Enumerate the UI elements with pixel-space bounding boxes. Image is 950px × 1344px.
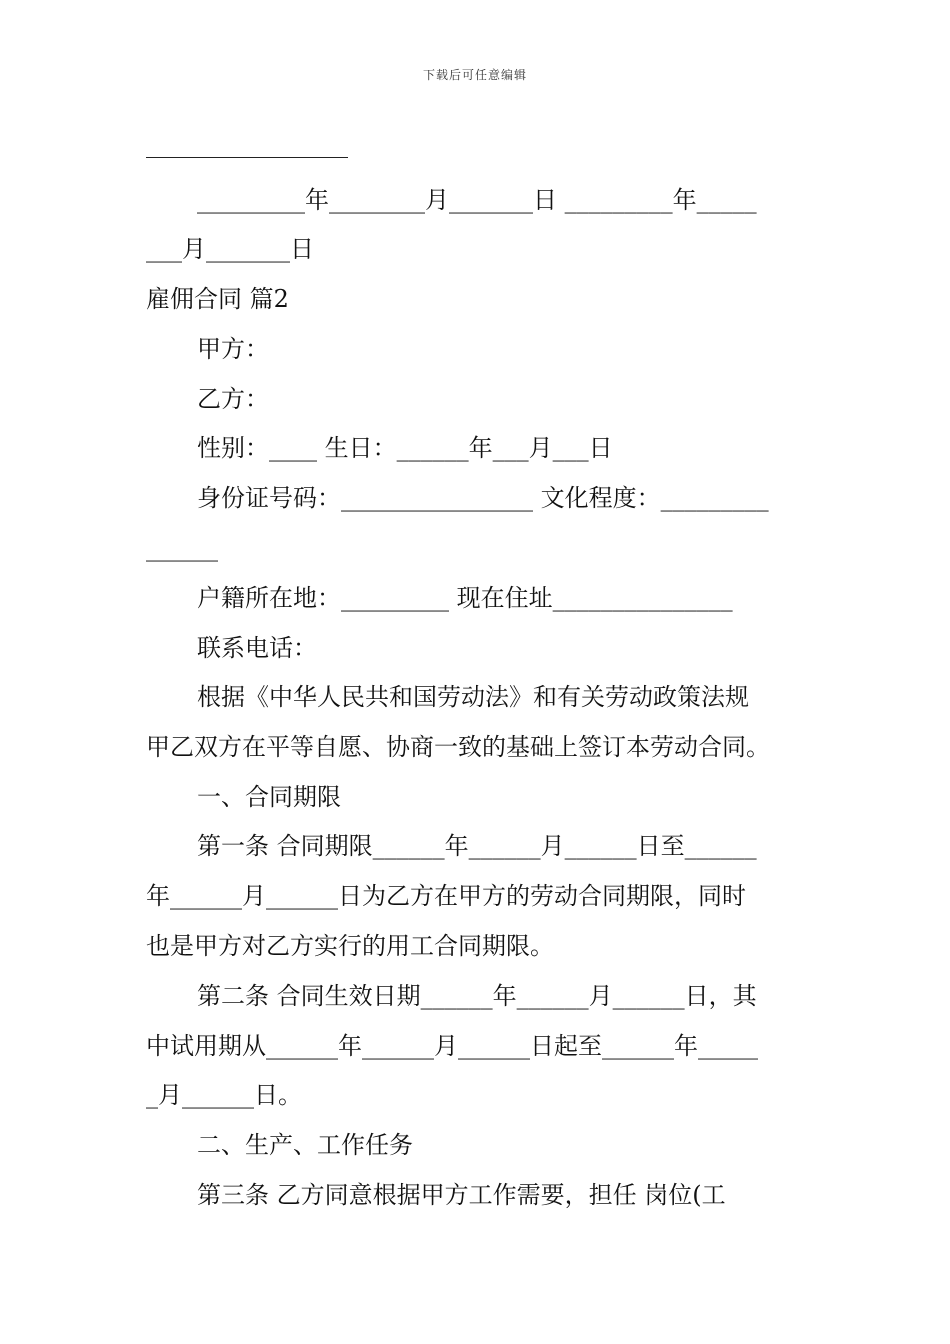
signature-date-line-continued: ___月_______日 <box>146 235 314 263</box>
signature-blank-line <box>146 157 348 158</box>
section-heading-term: 一、合同期限 <box>197 783 341 811</box>
id-education-line-continued: ______ <box>146 534 218 562</box>
article-1-line-1: 第一条 合同期限______年______月______日至______ <box>197 832 757 860</box>
article-2-line-1: 第二条 合同生效日期______年______月______日，其 <box>197 982 757 1010</box>
party-b-label: 乙方： <box>197 385 269 413</box>
article-2-line-3: _月______日。 <box>146 1081 302 1109</box>
article-1-line-2: 年______月______日为乙方在甲方的劳动合同期限，同时 <box>146 882 746 910</box>
gender-birthday-line: 性别：____ 生日：______年___月___日 <box>197 434 613 462</box>
article-1-line-3: 也是甲方对乙方实行的用工合同期限。 <box>146 932 554 960</box>
signature-date-line: _________年________月_______日 _________年_____ <box>197 186 757 214</box>
contract-title: 雇佣合同 篇2 <box>146 285 289 313</box>
article-3-line-1: 第三条 乙方同意根据甲方工作需要，担任 岗位(工 <box>197 1181 726 1209</box>
page-header-note: 下载后可任意编辑 <box>422 68 527 82</box>
id-education-line: 身份证号码：________________ 文化程度：_________ <box>197 484 769 512</box>
article-2-line-2: 中试用期从______年______月______日起至______年_____ <box>146 1032 758 1060</box>
residence-address-line: 户籍所在地：_________ 现在住址_______________ <box>197 584 733 612</box>
preamble-line-1: 根据《中华人民共和国劳动法》和有关劳动政策法规 <box>197 683 749 711</box>
preamble-line-2: 甲乙双方在平等自愿、协商一致的基础上签订本劳动合同。 <box>146 733 770 761</box>
phone-line: 联系电话： <box>197 634 317 662</box>
section-heading-tasks: 二、生产、工作任务 <box>197 1131 413 1159</box>
party-a-label: 甲方： <box>197 335 269 363</box>
